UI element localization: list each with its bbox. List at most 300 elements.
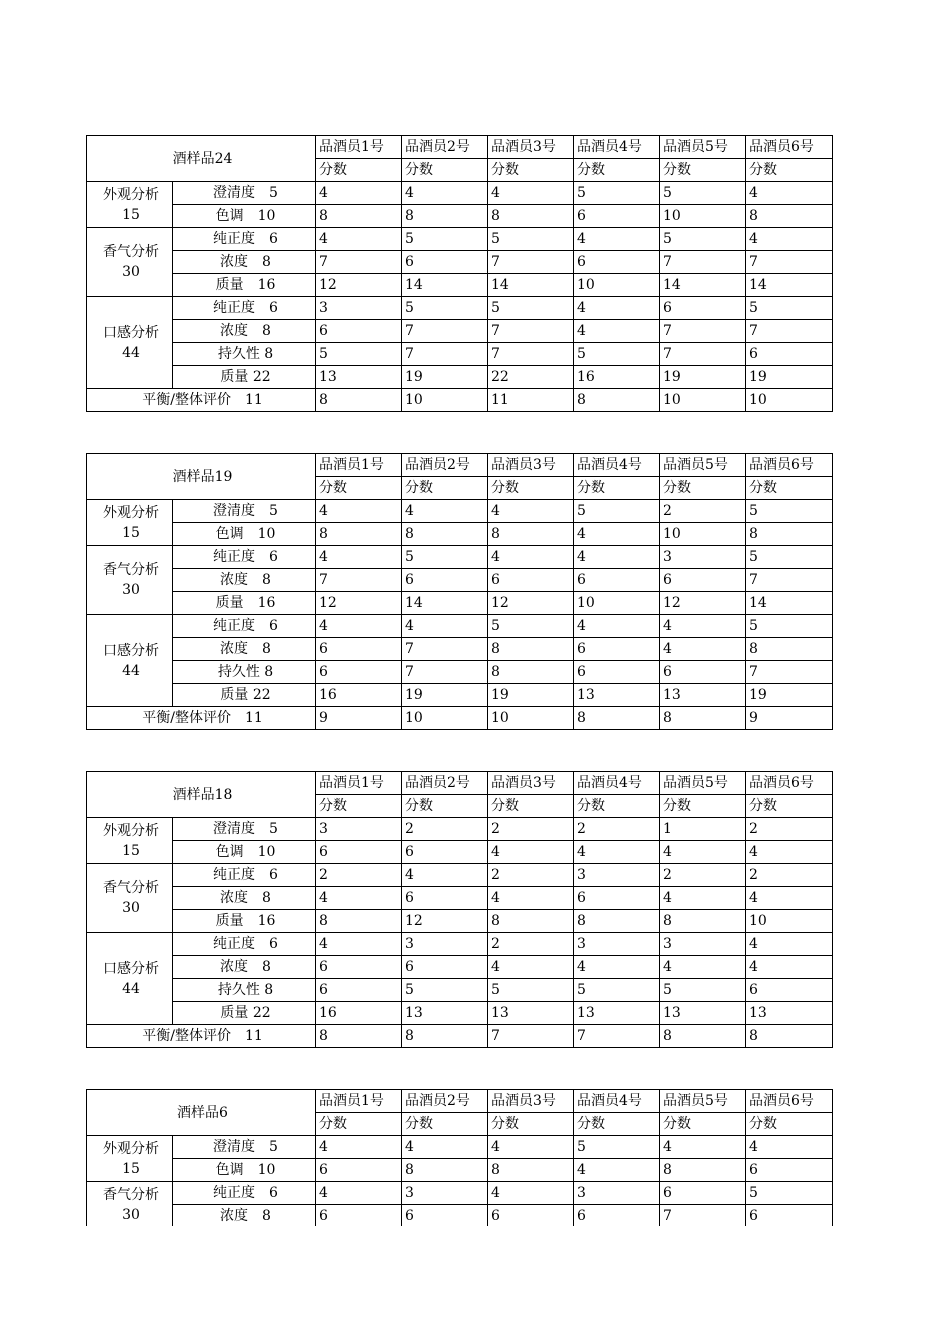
score-cell: 8 bbox=[316, 205, 402, 228]
criterion-label: 纯正度 6 bbox=[173, 615, 316, 638]
table-row bbox=[87, 320, 833, 343]
taster-header: 品酒员3号 bbox=[488, 454, 574, 477]
table-row bbox=[87, 546, 833, 569]
taster-header: 品酒员5号 bbox=[660, 772, 746, 795]
score-cell: 6 bbox=[402, 1205, 488, 1227]
criterion-label: 澄清度 5 bbox=[173, 1136, 316, 1159]
sample-table-24 bbox=[86, 135, 833, 412]
taster-header: 品酒员3号 bbox=[488, 136, 574, 159]
criterion-label: 纯正度 6 bbox=[173, 933, 316, 956]
header-row bbox=[87, 1090, 833, 1113]
score-cell: 4 bbox=[660, 1136, 746, 1159]
score-label: 分数 bbox=[402, 795, 488, 818]
table-row bbox=[87, 615, 833, 638]
score-cell: 8 bbox=[488, 205, 574, 228]
score-cell: 8 bbox=[660, 1159, 746, 1182]
score-table bbox=[86, 453, 833, 730]
score-cell: 4 bbox=[488, 956, 574, 979]
score-cell: 4 bbox=[316, 546, 402, 569]
score-cell: 14 bbox=[746, 592, 833, 615]
score-cell: 3 bbox=[574, 864, 660, 887]
score-cell: 7 bbox=[746, 320, 833, 343]
score-cell: 6 bbox=[316, 956, 402, 979]
score-label: 分数 bbox=[746, 159, 833, 182]
table-row bbox=[87, 684, 833, 707]
score-cell: 6 bbox=[746, 979, 833, 1002]
taster-header: 品酒员5号 bbox=[660, 1090, 746, 1113]
score-cell: 7 bbox=[402, 343, 488, 366]
score-cell: 6 bbox=[316, 1159, 402, 1182]
criterion-label: 纯正度 6 bbox=[173, 1182, 316, 1205]
score-cell: 2 bbox=[402, 818, 488, 841]
score-cell: 5 bbox=[402, 546, 488, 569]
score-cell: 12 bbox=[488, 592, 574, 615]
criterion-label: 质量 16 bbox=[173, 910, 316, 933]
score-label: 分数 bbox=[488, 159, 574, 182]
score-label: 分数 bbox=[574, 1113, 660, 1136]
criterion-label: 色调 10 bbox=[173, 523, 316, 546]
score-cell: 4 bbox=[488, 1136, 574, 1159]
table-row bbox=[87, 979, 833, 1002]
score-cell: 5 bbox=[574, 343, 660, 366]
criterion-label: 浓度 8 bbox=[173, 638, 316, 661]
score-cell: 10 bbox=[660, 523, 746, 546]
table-row bbox=[87, 297, 833, 320]
taster-header: 品酒员2号 bbox=[402, 136, 488, 159]
score-cell: 13 bbox=[660, 1002, 746, 1025]
score-cell: 4 bbox=[316, 615, 402, 638]
score-cell: 6 bbox=[574, 251, 660, 274]
score-cell: 7 bbox=[660, 320, 746, 343]
table-row bbox=[87, 864, 833, 887]
criterion-label: 浓度 8 bbox=[173, 887, 316, 910]
taster-header: 品酒员6号 bbox=[746, 772, 833, 795]
score-cell: 8 bbox=[488, 661, 574, 684]
score-cell: 11 bbox=[488, 389, 574, 412]
score-cell: 7 bbox=[316, 569, 402, 592]
score-cell: 10 bbox=[574, 274, 660, 297]
sample-table-19 bbox=[86, 453, 833, 730]
score-cell: 5 bbox=[746, 500, 833, 523]
score-cell: 10 bbox=[660, 389, 746, 412]
score-cell: 8 bbox=[488, 523, 574, 546]
score-cell: 13 bbox=[746, 1002, 833, 1025]
score-cell: 4 bbox=[660, 887, 746, 910]
score-cell: 10 bbox=[488, 707, 574, 730]
score-cell: 7 bbox=[488, 1025, 574, 1048]
score-cell: 5 bbox=[574, 979, 660, 1002]
taster-header: 品酒员4号 bbox=[574, 772, 660, 795]
score-cell: 8 bbox=[660, 1025, 746, 1048]
criterion-label: 浓度 8 bbox=[173, 956, 316, 979]
score-cell: 5 bbox=[488, 615, 574, 638]
score-cell: 1 bbox=[660, 818, 746, 841]
score-cell: 6 bbox=[316, 320, 402, 343]
score-cell: 8 bbox=[574, 910, 660, 933]
score-label: 分数 bbox=[488, 1113, 574, 1136]
score-cell: 5 bbox=[574, 182, 660, 205]
score-label: 分数 bbox=[746, 1113, 833, 1136]
balance-label: 平衡/整体评价 11 bbox=[87, 1025, 316, 1048]
criterion-label: 持久性 8 bbox=[173, 661, 316, 684]
score-cell: 4 bbox=[660, 638, 746, 661]
criterion-label: 浓度 8 bbox=[173, 569, 316, 592]
score-cell: 5 bbox=[488, 228, 574, 251]
score-cell: 4 bbox=[402, 500, 488, 523]
score-label: 分数 bbox=[316, 477, 402, 500]
score-cell: 8 bbox=[488, 910, 574, 933]
score-cell: 4 bbox=[746, 841, 833, 864]
score-cell: 4 bbox=[660, 615, 746, 638]
score-cell: 6 bbox=[488, 569, 574, 592]
taster-header: 品酒员1号 bbox=[316, 136, 402, 159]
score-cell: 7 bbox=[746, 661, 833, 684]
table-row bbox=[87, 1136, 833, 1159]
header-row bbox=[87, 454, 833, 477]
taster-header: 品酒员1号 bbox=[316, 1090, 402, 1113]
category-appearance: 外观分析 15 bbox=[87, 500, 173, 546]
score-cell: 19 bbox=[660, 366, 746, 389]
table-row bbox=[87, 661, 833, 684]
score-cell: 12 bbox=[316, 274, 402, 297]
balance-label: 平衡/整体评价 11 bbox=[87, 389, 316, 412]
score-cell: 4 bbox=[746, 887, 833, 910]
category-aroma: 香气分析 30 bbox=[87, 1182, 173, 1227]
score-cell: 2 bbox=[660, 864, 746, 887]
header-row bbox=[87, 136, 833, 159]
score-cell: 6 bbox=[660, 661, 746, 684]
score-cell: 4 bbox=[660, 841, 746, 864]
score-cell: 3 bbox=[574, 1182, 660, 1205]
score-cell: 22 bbox=[488, 366, 574, 389]
score-cell: 13 bbox=[488, 1002, 574, 1025]
score-cell: 8 bbox=[488, 1159, 574, 1182]
table-row bbox=[87, 956, 833, 979]
score-label: 分数 bbox=[574, 795, 660, 818]
criterion-label: 色调 10 bbox=[173, 841, 316, 864]
score-cell: 6 bbox=[402, 569, 488, 592]
score-cell: 14 bbox=[660, 274, 746, 297]
criterion-label: 质量 22 bbox=[173, 366, 316, 389]
score-cell: 3 bbox=[402, 933, 488, 956]
score-cell: 5 bbox=[746, 297, 833, 320]
sample-table-6 bbox=[86, 1089, 833, 1226]
score-cell: 7 bbox=[402, 320, 488, 343]
score-cell: 10 bbox=[402, 707, 488, 730]
score-cell: 6 bbox=[402, 887, 488, 910]
score-cell: 19 bbox=[746, 366, 833, 389]
score-cell: 7 bbox=[402, 661, 488, 684]
score-cell: 3 bbox=[574, 933, 660, 956]
score-cell: 10 bbox=[746, 910, 833, 933]
score-cell: 6 bbox=[660, 297, 746, 320]
sample-title: 酒样品24 bbox=[87, 136, 316, 182]
score-cell: 2 bbox=[488, 933, 574, 956]
criterion-label: 浓度 8 bbox=[173, 320, 316, 343]
score-cell: 8 bbox=[402, 523, 488, 546]
score-cell: 6 bbox=[488, 1205, 574, 1227]
balance-row bbox=[87, 1025, 833, 1048]
sample-table-18 bbox=[86, 771, 833, 1048]
taster-header: 品酒员4号 bbox=[574, 1090, 660, 1113]
score-cell: 6 bbox=[574, 205, 660, 228]
score-cell: 8 bbox=[316, 1025, 402, 1048]
score-cell: 12 bbox=[660, 592, 746, 615]
score-cell: 8 bbox=[574, 389, 660, 412]
score-cell: 2 bbox=[746, 864, 833, 887]
score-cell: 9 bbox=[746, 707, 833, 730]
score-cell: 7 bbox=[488, 343, 574, 366]
score-cell: 5 bbox=[660, 228, 746, 251]
score-cell: 12 bbox=[316, 592, 402, 615]
taster-header: 品酒员2号 bbox=[402, 454, 488, 477]
table-row bbox=[87, 1002, 833, 1025]
taster-header: 品酒员6号 bbox=[746, 1090, 833, 1113]
score-label: 分数 bbox=[574, 159, 660, 182]
score-cell: 5 bbox=[746, 1182, 833, 1205]
score-label: 分数 bbox=[402, 159, 488, 182]
score-cell: 14 bbox=[746, 274, 833, 297]
score-label: 分数 bbox=[660, 795, 746, 818]
table-row bbox=[87, 933, 833, 956]
sample-title: 酒样品19 bbox=[87, 454, 316, 500]
score-cell: 5 bbox=[746, 615, 833, 638]
score-cell: 8 bbox=[574, 707, 660, 730]
score-cell: 8 bbox=[746, 523, 833, 546]
score-cell: 4 bbox=[488, 1182, 574, 1205]
table-row bbox=[87, 1182, 833, 1205]
score-cell: 5 bbox=[488, 297, 574, 320]
score-cell: 8 bbox=[402, 1025, 488, 1048]
score-cell: 4 bbox=[574, 1159, 660, 1182]
score-label: 分数 bbox=[316, 159, 402, 182]
score-cell: 6 bbox=[660, 1182, 746, 1205]
score-cell: 16 bbox=[316, 684, 402, 707]
table-row bbox=[87, 592, 833, 615]
score-cell: 10 bbox=[746, 389, 833, 412]
score-cell: 7 bbox=[488, 251, 574, 274]
score-label: 分数 bbox=[660, 159, 746, 182]
score-cell: 4 bbox=[488, 887, 574, 910]
score-table bbox=[86, 135, 833, 412]
score-table bbox=[86, 771, 833, 1048]
table-row bbox=[87, 366, 833, 389]
criterion-label: 纯正度 6 bbox=[173, 546, 316, 569]
score-cell: 8 bbox=[316, 523, 402, 546]
taster-header: 品酒员2号 bbox=[402, 1090, 488, 1113]
score-cell: 6 bbox=[746, 343, 833, 366]
balance-row bbox=[87, 707, 833, 730]
score-cell: 6 bbox=[316, 841, 402, 864]
score-cell: 13 bbox=[574, 1002, 660, 1025]
taster-header: 品酒员2号 bbox=[402, 772, 488, 795]
score-cell: 14 bbox=[402, 274, 488, 297]
score-cell: 4 bbox=[402, 182, 488, 205]
score-cell: 2 bbox=[746, 818, 833, 841]
taster-header: 品酒员5号 bbox=[660, 136, 746, 159]
score-cell: 7 bbox=[746, 569, 833, 592]
score-cell: 2 bbox=[488, 864, 574, 887]
taster-header: 品酒员1号 bbox=[316, 772, 402, 795]
score-cell: 19 bbox=[402, 684, 488, 707]
score-cell: 4 bbox=[746, 1136, 833, 1159]
score-cell: 2 bbox=[488, 818, 574, 841]
table-row bbox=[87, 251, 833, 274]
score-label: 分数 bbox=[660, 1113, 746, 1136]
category-aroma: 香气分析 30 bbox=[87, 546, 173, 615]
sample-title: 酒样品6 bbox=[87, 1090, 316, 1136]
score-cell: 5 bbox=[574, 500, 660, 523]
criterion-label: 质量 22 bbox=[173, 1002, 316, 1025]
score-cell: 6 bbox=[574, 1205, 660, 1227]
score-cell: 3 bbox=[660, 933, 746, 956]
score-cell: 4 bbox=[488, 182, 574, 205]
score-cell: 2 bbox=[316, 864, 402, 887]
score-cell: 4 bbox=[316, 1136, 402, 1159]
taster-header: 品酒员3号 bbox=[488, 772, 574, 795]
score-cell: 7 bbox=[660, 251, 746, 274]
score-cell: 4 bbox=[316, 1182, 402, 1205]
score-cell: 6 bbox=[402, 251, 488, 274]
score-cell: 5 bbox=[402, 979, 488, 1002]
taster-header: 品酒员5号 bbox=[660, 454, 746, 477]
category-aroma: 香气分析 30 bbox=[87, 228, 173, 297]
table-row bbox=[87, 569, 833, 592]
criterion-label: 澄清度 5 bbox=[173, 500, 316, 523]
criterion-label: 持久性 8 bbox=[173, 979, 316, 1002]
score-cell: 6 bbox=[660, 569, 746, 592]
score-cell: 4 bbox=[402, 1136, 488, 1159]
category-taste: 口感分析 44 bbox=[87, 615, 173, 707]
score-cell: 7 bbox=[316, 251, 402, 274]
score-cell: 4 bbox=[316, 182, 402, 205]
criterion-label: 质量 22 bbox=[173, 684, 316, 707]
score-cell: 2 bbox=[574, 818, 660, 841]
score-cell: 4 bbox=[746, 182, 833, 205]
score-cell: 4 bbox=[488, 546, 574, 569]
score-cell: 4 bbox=[316, 500, 402, 523]
score-cell: 4 bbox=[316, 887, 402, 910]
score-cell: 14 bbox=[402, 592, 488, 615]
score-cell: 4 bbox=[316, 933, 402, 956]
score-cell: 6 bbox=[574, 887, 660, 910]
score-cell: 13 bbox=[316, 366, 402, 389]
score-cell: 6 bbox=[574, 638, 660, 661]
score-cell: 4 bbox=[574, 956, 660, 979]
taster-header: 品酒员4号 bbox=[574, 136, 660, 159]
score-cell: 8 bbox=[316, 389, 402, 412]
score-cell: 6 bbox=[316, 979, 402, 1002]
score-cell: 6 bbox=[574, 661, 660, 684]
score-cell: 8 bbox=[402, 1159, 488, 1182]
score-cell: 4 bbox=[660, 956, 746, 979]
score-cell: 5 bbox=[746, 546, 833, 569]
score-cell: 8 bbox=[660, 910, 746, 933]
score-cell: 3 bbox=[316, 297, 402, 320]
score-cell: 7 bbox=[746, 251, 833, 274]
balance-label: 平衡/整体评价 11 bbox=[87, 707, 316, 730]
score-cell: 8 bbox=[316, 910, 402, 933]
taster-header: 品酒员3号 bbox=[488, 1090, 574, 1113]
taster-header: 品酒员6号 bbox=[746, 454, 833, 477]
score-cell: 10 bbox=[660, 205, 746, 228]
score-label: 分数 bbox=[488, 477, 574, 500]
score-cell: 8 bbox=[402, 205, 488, 228]
score-cell: 6 bbox=[746, 1205, 833, 1227]
criterion-label: 浓度 8 bbox=[173, 1205, 316, 1227]
score-cell: 6 bbox=[316, 638, 402, 661]
table-row bbox=[87, 1159, 833, 1182]
score-cell: 19 bbox=[488, 684, 574, 707]
category-appearance: 外观分析 15 bbox=[87, 818, 173, 864]
score-cell: 6 bbox=[574, 569, 660, 592]
score-cell: 5 bbox=[316, 343, 402, 366]
score-cell: 4 bbox=[574, 228, 660, 251]
score-cell: 4 bbox=[574, 297, 660, 320]
score-label: 分数 bbox=[402, 1113, 488, 1136]
score-cell: 12 bbox=[402, 910, 488, 933]
taster-header: 品酒员4号 bbox=[574, 454, 660, 477]
criterion-label: 质量 16 bbox=[173, 592, 316, 615]
score-cell: 4 bbox=[746, 228, 833, 251]
score-cell: 4 bbox=[574, 523, 660, 546]
criterion-label: 浓度 8 bbox=[173, 251, 316, 274]
score-cell: 19 bbox=[746, 684, 833, 707]
score-cell: 7 bbox=[488, 320, 574, 343]
score-cell: 7 bbox=[660, 1205, 746, 1227]
table-row bbox=[87, 205, 833, 228]
criterion-label: 澄清度 5 bbox=[173, 182, 316, 205]
category-appearance: 外观分析 15 bbox=[87, 182, 173, 228]
score-cell: 10 bbox=[574, 592, 660, 615]
table-row bbox=[87, 887, 833, 910]
balance-row bbox=[87, 389, 833, 412]
table-row bbox=[87, 500, 833, 523]
table-row bbox=[87, 228, 833, 251]
score-cell: 2 bbox=[660, 500, 746, 523]
score-cell: 5 bbox=[488, 979, 574, 1002]
score-cell: 6 bbox=[746, 1159, 833, 1182]
score-cell: 8 bbox=[746, 638, 833, 661]
score-cell: 7 bbox=[402, 638, 488, 661]
score-table bbox=[86, 1089, 833, 1226]
criterion-label: 澄清度 5 bbox=[173, 818, 316, 841]
score-cell: 16 bbox=[574, 366, 660, 389]
score-cell: 5 bbox=[660, 979, 746, 1002]
table-row bbox=[87, 818, 833, 841]
table-row bbox=[87, 638, 833, 661]
score-cell: 19 bbox=[402, 366, 488, 389]
criterion-label: 持久性 8 bbox=[173, 343, 316, 366]
score-cell: 6 bbox=[402, 841, 488, 864]
criterion-label: 纯正度 6 bbox=[173, 228, 316, 251]
score-cell: 8 bbox=[660, 707, 746, 730]
score-cell: 4 bbox=[746, 933, 833, 956]
criterion-label: 纯正度 6 bbox=[173, 297, 316, 320]
sample-title: 酒样品18 bbox=[87, 772, 316, 818]
score-cell: 4 bbox=[316, 228, 402, 251]
table-row bbox=[87, 343, 833, 366]
table-row bbox=[87, 841, 833, 864]
score-cell: 4 bbox=[574, 615, 660, 638]
score-cell: 6 bbox=[402, 956, 488, 979]
score-cell: 3 bbox=[316, 818, 402, 841]
taster-header: 品酒员1号 bbox=[316, 454, 402, 477]
score-cell: 5 bbox=[402, 228, 488, 251]
score-cell: 16 bbox=[316, 1002, 402, 1025]
category-appearance: 外观分析 15 bbox=[87, 1136, 173, 1182]
score-cell: 8 bbox=[746, 205, 833, 228]
